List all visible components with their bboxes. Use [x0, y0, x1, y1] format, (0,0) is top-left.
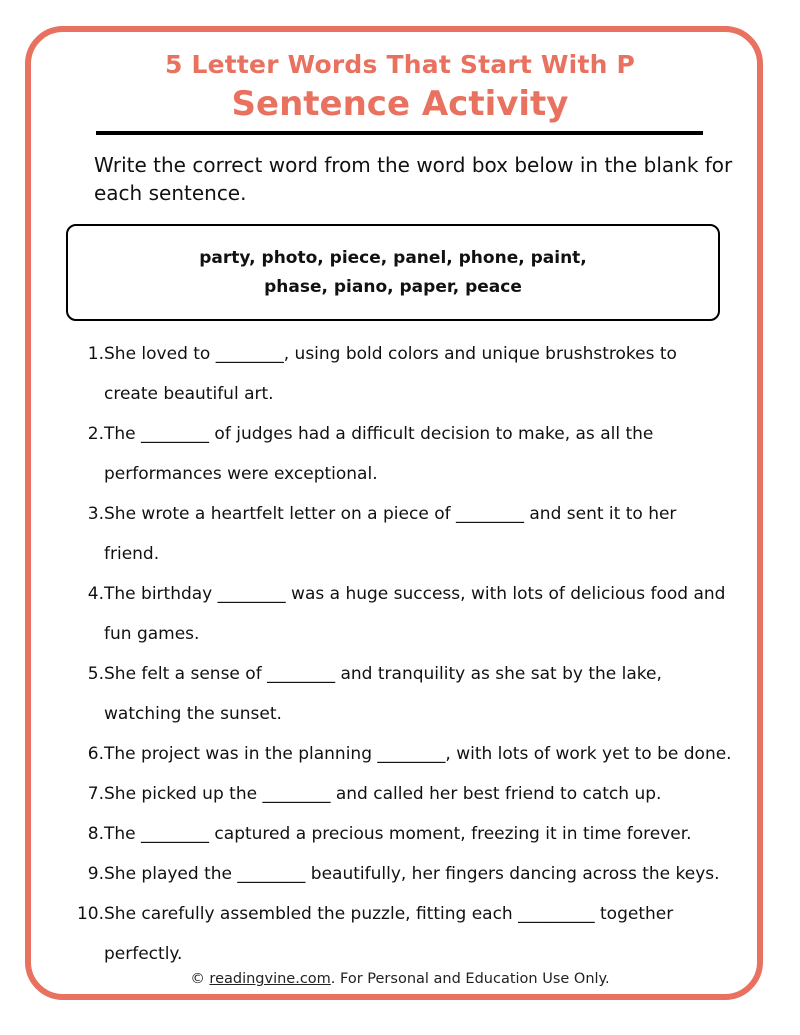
question-text: She played the ________ beautifully, her fingers dancing across the keys. [104, 864, 720, 884]
question-number: 7. [87, 784, 104, 804]
title-divider [96, 131, 703, 135]
word-box-line-1: party, photo, piece, panel, phone, paint, [199, 247, 587, 268]
word-box-line-2: phase, piano, paper, peace [264, 276, 522, 297]
question-number: 2. [87, 424, 104, 444]
question-text: The ________ of judges had a difficult decision to make, as all the performances were exceptional. [104, 424, 654, 484]
question-number: 10. [76, 904, 104, 924]
question-number: 5. [87, 664, 104, 684]
word-box [66, 224, 720, 321]
question-text: She loved to ________, using bold colors and unique brushstrokes to create beautiful art. [104, 344, 677, 404]
question-number: 3. [87, 504, 104, 524]
question-text: She carefully assembled the puzzle, fitting each _________ together perfectly. [104, 904, 674, 964]
footer [0, 971, 800, 987]
page-title: Sentence Activity [231, 84, 569, 124]
question-number: 1. [87, 344, 104, 364]
question-text: The birthday ________ was a huge success, with lots of delicious food and fun games. [104, 584, 726, 644]
question-text: She felt a sense of ________ and tranquility as she sat by the lake, watching the sunset. [104, 664, 662, 724]
footer-usage-note: . For Personal and Education Use Only. [330, 971, 610, 987]
question-number: 4. [87, 584, 104, 604]
question-text: The project was in the planning ________, with lots of work yet to be done. [104, 744, 732, 764]
question-number: 8. [87, 824, 104, 844]
page-subtitle: 5 Letter Words That Start With P [164, 50, 636, 79]
question-number: 9. [87, 864, 104, 884]
footer-site-link[interactable]: readingvine.com [209, 971, 331, 987]
question-text: She wrote a heartfelt letter on a piece of ________ and sent it to her friend. [104, 504, 677, 564]
instructions-text: Write the correct word from the word box below in the blank for each sentence. [94, 153, 733, 205]
question-text: She picked up the ________ and called her best friend to catch up. [104, 784, 662, 804]
question-text: The ________ captured a precious moment, freezing it in time forever. [104, 824, 692, 844]
copyright-symbol: © [190, 971, 205, 987]
question-number: 6. [87, 744, 104, 764]
